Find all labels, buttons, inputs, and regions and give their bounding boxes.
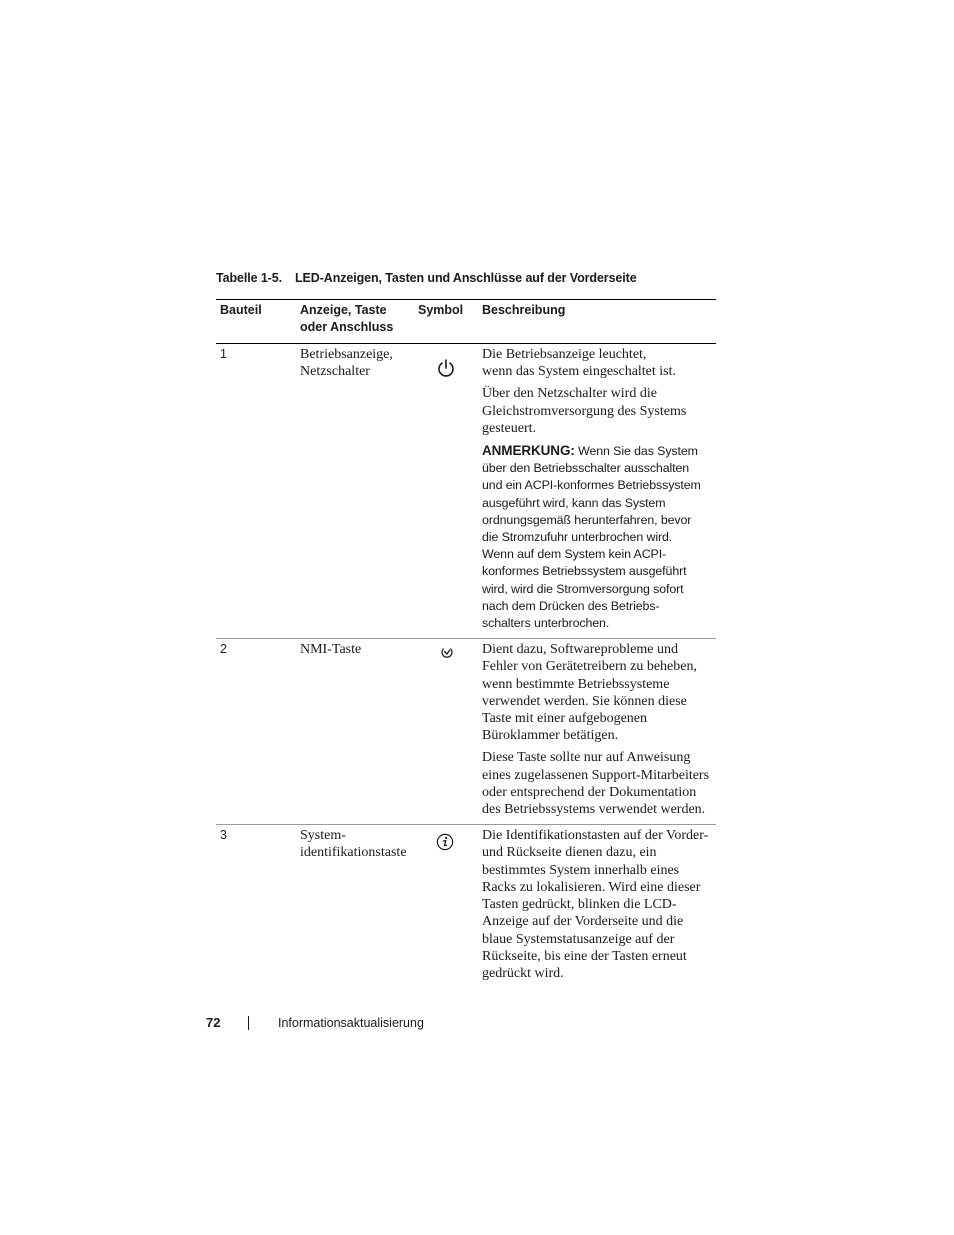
row-number: 3: [220, 828, 227, 843]
row-symbol: [414, 639, 478, 825]
header-symbol: Symbol: [418, 303, 464, 317]
row-component: Betriebsanzeige, Netzschalter: [300, 347, 393, 380]
row-symbol: [414, 825, 478, 988]
note-paragraph: ANMERKUNG: Wenn Sie das System über den Betriebsschalter ausschalten und ein ACPI-konformes Betriebssystem ausgeführt wird, kann das System ordnungsgemäß herunterfahren, bevor die Stromzufuhr unterbrochen wird. Wenn auf dem System kein ACPI- konformes Betriebssystem ausgeführt wird, wird die Stromversorgung sofort nach dem Drücken des Betriebs- schalters unterbrochen.: [482, 443, 701, 631]
header-bauteil: Bauteil: [220, 303, 262, 317]
row-number: 2: [220, 642, 227, 657]
description-paragraph: Über den Netzschalter wird die Gleichstromversorgung des Systems gesteuert.: [482, 386, 687, 436]
table-caption-number: Tabelle 1-5.: [216, 271, 282, 285]
power-icon: [436, 358, 456, 383]
description-paragraph: Dient dazu, Softwareprobleme und Fehler von Gerätetreibern zu beheben, wenn bestimmte Betriebssysteme verwendet werden. Sie können diese Taste mit einer aufgebogenen Büroklammer betätigen.: [482, 642, 697, 744]
table-row: [216, 344, 716, 639]
front-panel-table: [216, 299, 716, 988]
row-component: NMI-Taste: [300, 642, 362, 658]
footer-separator: [248, 1016, 249, 1030]
row-number: 1: [220, 347, 227, 361]
row-description: [478, 344, 716, 639]
table-row: [216, 825, 716, 988]
note-label: ANMERKUNG:: [482, 443, 575, 459]
info-icon: [436, 833, 454, 856]
header-beschreibung: Beschreibung: [482, 303, 566, 317]
description-paragraph: Diese Taste sollte nur auf Anweisung eines zugelassenen Support-Mitarbeiters oder entsprechend der Dokumentation des Betriebssystems verwendet werden.: [482, 750, 710, 818]
table-row: [216, 639, 716, 825]
table-caption-title: LED-Anzeigen, Tasten und Anschlüsse auf der Vorderseite: [295, 271, 637, 285]
table-caption: [216, 271, 637, 285]
row-component: System- identifikationstaste: [300, 828, 407, 861]
row-symbol: [414, 344, 478, 639]
header-anzeige: Anzeige, Taste oder Anschluss: [300, 303, 394, 334]
description-paragraph: Die Identifikationstasten auf der Vorder- und Rückseite dienen dazu, ein bestimmtes System innerhalb eines Racks zu lokalisieren. Wird eine dieser Tasten gedrückt, blinken die LCD- Anzeige auf der Vorderseite und die blaue Systemstatusanzeige auf der Rückseite, bis eine der Tasten erneut gedrückt wird.: [482, 828, 709, 981]
table-header-row: [216, 300, 716, 344]
description-paragraph: Die Betriebsanzeige leuchtet, wenn das System eingeschaltet ist.: [482, 347, 677, 380]
page-number: 72: [206, 1015, 221, 1030]
row-description: [478, 825, 716, 988]
nmi-icon: [440, 645, 454, 664]
row-description: [478, 639, 716, 825]
footer-section-title: Informationsaktualisierung: [278, 1016, 424, 1030]
